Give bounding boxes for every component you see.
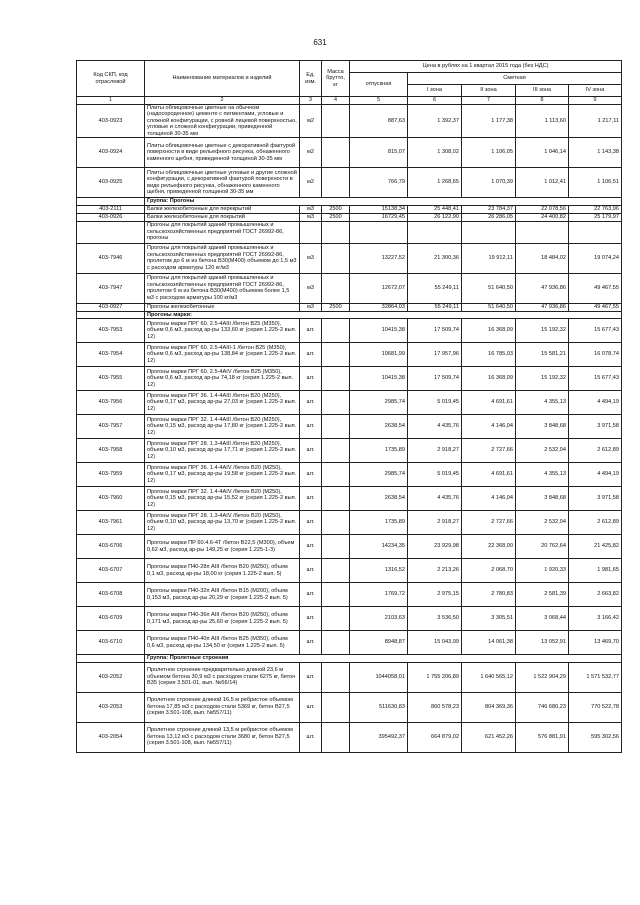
code-cell: 403-0923 — [77, 104, 145, 138]
zone2-price-cell: 4 146,04 — [462, 487, 516, 511]
release-price-cell: 8948,87 — [350, 631, 408, 655]
zone4-price-cell: 15 677,43 — [569, 319, 622, 343]
zone1-price-cell: 1 268,65 — [408, 168, 462, 198]
zone2-price-cell: 22 368,00 — [462, 535, 516, 559]
zone1-price-cell: 26 122,90 — [408, 213, 462, 221]
zone4-price-cell: 4 494,19 — [569, 391, 622, 415]
release-price-cell: 1769,72 — [350, 583, 408, 607]
table-row — [77, 221, 622, 243]
zone3-price-cell: 1 522 904,29 — [516, 662, 569, 692]
zone4-price-cell: 4 494,19 — [569, 463, 622, 487]
code-cell: 403-7959 — [77, 463, 145, 487]
release-price-cell: 2638,54 — [350, 415, 408, 439]
code-cell: 403-6706 — [77, 535, 145, 559]
code-cell: 403-2054 — [77, 722, 145, 752]
zone2-price-cell: 14 061,38 — [462, 631, 516, 655]
mass-header: Масса брутто, кг — [322, 61, 350, 97]
zone3-price-cell: 2 581,39 — [516, 583, 569, 607]
zone2-price-cell: 26 286,05 — [462, 213, 516, 221]
zone3-header: III зона — [516, 85, 569, 97]
code-cell: 403-7955 — [77, 367, 145, 391]
name-cell: Плиты облицовочные цветные с декоративной фактурой поверхности в виде рельефного рисунка, обнаженного каменного щебня, приведенной толщиной 30-35 мм — [145, 138, 300, 168]
name-cell: Прогоны марки ПРГ 60. 2.5-4АIII /бетон В25 (М350), объем 0,6 м3, расход ар-ры 133,60 кг (серия 1.225-2 вып. 12) — [145, 319, 300, 343]
column-number: 5 — [350, 97, 408, 105]
name-cell: Прогоны марки ПРГ 60. 2.5-4АIV /бетон В25 (М350), объем 0,6 м3, расход ар-ры 74,18 кг (серия 1.225-2 вып. 12) — [145, 367, 300, 391]
zone1-price-cell: 15 043,99 — [408, 631, 462, 655]
zone1-price-cell: 3 536,50 — [408, 607, 462, 631]
zone2-price-cell: 1 106,05 — [462, 138, 516, 168]
zone1-price-cell: 1 392,37 — [408, 104, 462, 138]
name-cell: Плиты облицовочные цветные угловые и другие сложной конфигурации, с декоративной фактурой поверхности в виде рельефного рисунка, обнаженного каменного щебня, приведенной толщиной 30-35 мм — [145, 168, 300, 198]
unit-header: Ед. изм. — [300, 61, 322, 97]
zone2-price-cell: 2 780,83 — [462, 583, 516, 607]
mass-cell — [322, 138, 350, 168]
zone4-price-cell: 770 522,78 — [569, 692, 622, 722]
release-price-cell: 2638,54 — [350, 487, 408, 511]
zone2-price-cell: 2 068,70 — [462, 559, 516, 583]
code-cell: 403-2053 — [77, 692, 145, 722]
zone2-price-cell: 51 640,50 — [462, 303, 516, 311]
zone2-price-cell: 804 369,36 — [462, 692, 516, 722]
unit-cell: шт. — [300, 535, 322, 559]
name-cell: Прогоны для покрытий зданий промышленных и сельскохозяйственных предприятий ГОСТ 26992-86, прогоны — [145, 221, 300, 243]
mass-cell — [322, 104, 350, 138]
zone3-price-cell: 2 532,04 — [516, 511, 569, 535]
release-price-cell: 15138,34 — [350, 205, 408, 213]
table-row — [77, 535, 622, 559]
zone2-price-cell — [462, 221, 516, 243]
release-price-cell: 1735,89 — [350, 511, 408, 535]
zone2-price-cell: 1 070,39 — [462, 168, 516, 198]
release-price-cell: 2985,74 — [350, 391, 408, 415]
table-row — [77, 319, 622, 343]
unit-cell: м3 — [300, 243, 322, 273]
zone1-price-cell: 1 308,02 — [408, 138, 462, 168]
name-cell: Балки железобетонные для перекрытий — [145, 205, 300, 213]
release-price-cell: 1044058,01 — [350, 662, 408, 692]
table-row — [77, 607, 622, 631]
zone2-price-cell: 51 640,50 — [462, 273, 516, 303]
unit-cell: шт. — [300, 367, 322, 391]
zone3-price-cell: 4 355,13 — [516, 463, 569, 487]
zone1-price-cell: 21 300,36 — [408, 243, 462, 273]
release-price-cell — [350, 221, 408, 243]
zone4-price-cell: 15 677,43 — [569, 367, 622, 391]
zone2-price-cell: 3 305,51 — [462, 607, 516, 631]
group-title: Группа: Прогоны — [145, 198, 622, 206]
mass-cell — [322, 607, 350, 631]
code-cell — [77, 655, 145, 663]
table-row — [77, 243, 622, 273]
zone3-price-cell — [516, 221, 569, 243]
zone2-header: II зона — [462, 85, 516, 97]
table-row — [77, 511, 622, 535]
unit-cell: шт. — [300, 607, 322, 631]
unit-cell: шт. — [300, 415, 322, 439]
column-number: 6 — [408, 97, 462, 105]
table-row — [77, 213, 622, 221]
code-cell: 403-7956 — [77, 391, 145, 415]
code-cell: 403-7957 — [77, 415, 145, 439]
name-cell: Прогоны марки ПРГ 36. 1.4-4АIV /бетон В20 (М250), объем 0,17 м3, расход ар-ры 19,58 кг (серия 1.225-2 вып. 12) — [145, 463, 300, 487]
zone4-price-cell: 3 971,58 — [569, 415, 622, 439]
zone1-price-cell: 2 918,27 — [408, 439, 462, 463]
table-row — [77, 662, 622, 692]
release-price-cell: 2103,63 — [350, 607, 408, 631]
name-cell: Прогоны для покрытий зданий промышленных и сельскохозяйственных предприятий ГОСТ 26992-86, пролетом до 6 м из бетона В30(М400) объемом до 1,5 м3 с расходом арматуры 120 кг/м3 — [145, 243, 300, 273]
column-number: 1 — [77, 97, 145, 105]
zone1-price-cell: 2 918,27 — [408, 511, 462, 535]
zone1-price-cell: 17 509,74 — [408, 319, 462, 343]
table-row — [77, 367, 622, 391]
zone4-price-cell: 49 467,55 — [569, 303, 622, 311]
unit-cell: шт. — [300, 692, 322, 722]
mass-cell — [322, 692, 350, 722]
zone3-price-cell: 3 848,68 — [516, 415, 569, 439]
name-cell: Прогоны марки ПРГ 36. 1.4-4АIII /бетон В20 (М250), объем 0,17 м3, расход ар-ры 27,03 кг (серия 1.225-2 вып. 12) — [145, 391, 300, 415]
price-table — [76, 60, 622, 753]
price-header: Цена в рублях на 1 квартал 2015 года (без НДС) — [350, 61, 622, 73]
mass-cell: 2500 — [322, 213, 350, 221]
zone4-price-cell: 1 981,65 — [569, 559, 622, 583]
table-row — [77, 722, 622, 752]
table-row — [77, 168, 622, 198]
mass-cell — [322, 463, 350, 487]
zone3-price-cell: 22 078,56 — [516, 205, 569, 213]
zone2-price-cell: 16 368,09 — [462, 367, 516, 391]
name-cell: Прогоны марки П40-28п АIII /бетон В20 (М250), объем 0,1 м3, расход ар-ры 18,00 кг (серия 1.225-2 вып. 5) — [145, 559, 300, 583]
zone3-price-cell: 13 052,91 — [516, 631, 569, 655]
zone3-price-cell: 24 400,82 — [516, 213, 569, 221]
zone2-price-cell: 4 691,61 — [462, 391, 516, 415]
name-cell: Прогоны марки ПРГ 60. 2.5-4АIII-1 /бетон В25 (М350), объем 0,6 м3, расход ар-ры 138,84 кг (серия 1.225-2 вып. 12) — [145, 343, 300, 367]
zone3-price-cell: 47 936,86 — [516, 273, 569, 303]
zone1-price-cell: 664 879,02 — [408, 722, 462, 752]
zone1-price-cell: 2 213,26 — [408, 559, 462, 583]
release-price-cell: 1316,52 — [350, 559, 408, 583]
mass-cell — [322, 722, 350, 752]
unit-cell: шт. — [300, 343, 322, 367]
group-row — [77, 655, 622, 663]
table-row — [77, 487, 622, 511]
name-cell: Пролетное строение длиной 13,5 м ребристое объемом бетона 13,12 м3 с расходом стали 3680 кг, бетон В27,5 (серия 3.501-108, вып. №557/11) — [145, 722, 300, 752]
zone1-price-cell: 4 435,76 — [408, 415, 462, 439]
table-row — [77, 343, 622, 367]
zone1-price-cell: 5 019,45 — [408, 391, 462, 415]
zone4-price-cell: 3 166,42 — [569, 607, 622, 631]
name-cell: Прогоны марки ПРГ 28. 1.3-4АIV /бетон В20 (М250), объем 0,10 м3, расход ар-ры 13,70 кг (серия 1.225-2 вып. 12) — [145, 511, 300, 535]
release-price-cell: 395492,37 — [350, 722, 408, 752]
estimate-price-header: Сметная — [408, 73, 622, 85]
name-cell: Плиты облицовочные цветные на обычном (надосороденное) цементе с пигментами, угловые и сложной конфигурации, с ровной лицевой поверхностью, угловые и сложной конфигурации, приведенной толщиной 30-35 мм — [145, 104, 300, 138]
zone4-price-cell: 1 106,51 — [569, 168, 622, 198]
mass-cell — [322, 583, 350, 607]
mass-cell — [322, 391, 350, 415]
release-price-cell: 32864,03 — [350, 303, 408, 311]
code-cell: 403-7953 — [77, 319, 145, 343]
zone1-price-cell: 23 929,98 — [408, 535, 462, 559]
zone2-price-cell: 2 727,66 — [462, 511, 516, 535]
zone4-header: IV зона — [569, 85, 622, 97]
mass-cell — [322, 319, 350, 343]
table-row — [77, 631, 622, 655]
code-cell: 403-6708 — [77, 583, 145, 607]
unit-cell: шт. — [300, 631, 322, 655]
name-cell: Прогоны марки ПРГ 32. 1.4-4АIV /бетон В20 (М250), объем 0,15 м3, расход ар-ры 15,52 кг (серия 1.225-2 вып. 12) — [145, 487, 300, 511]
group-row — [77, 311, 622, 319]
code-cell: 403-0926 — [77, 213, 145, 221]
zone2-price-cell: 1 177,38 — [462, 104, 516, 138]
code-cell: 403-2052 — [77, 662, 145, 692]
unit-cell — [300, 221, 322, 243]
mass-cell — [322, 343, 350, 367]
zone3-price-cell: 3 848,68 — [516, 487, 569, 511]
name-cell: Пролетное строение длиной 16,5 м ребристое объемом бетона 17,85 м3 с расходом стали 5369 кг, бетон В27,5 (серия 3.501-108, вып. №557/11) — [145, 692, 300, 722]
mass-cell: 2500 — [322, 205, 350, 213]
table-row — [77, 583, 622, 607]
zone1-price-cell: 55 249,11 — [408, 303, 462, 311]
unit-cell: шт. — [300, 463, 322, 487]
release-price-cell: 887,63 — [350, 104, 408, 138]
mass-cell — [322, 535, 350, 559]
zone1-price-cell: 55 249,11 — [408, 273, 462, 303]
zone3-price-cell: 15 581,21 — [516, 343, 569, 367]
name-cell: Прогоны марки П40-40п АIII /бетон В25 (М350), объем 0,6 м3, расход ар-ры 134,50 кг (серия 1.225-2 вып. 5) — [145, 631, 300, 655]
release-price-cell: 12672,07 — [350, 273, 408, 303]
release-price-header: отпускная — [350, 73, 408, 97]
release-price-cell: 16729,45 — [350, 213, 408, 221]
zone4-price-cell: 2 612,89 — [569, 439, 622, 463]
mass-cell — [322, 511, 350, 535]
name-cell: Прогоны марки П40-36п АIII /бетон В20 (М250), объем 0,171 м3, расход ар-ры 25,60 кг (серия 1.225-2 вып. 5) — [145, 607, 300, 631]
zone4-price-cell: 19 074,24 — [569, 243, 622, 273]
zone3-price-cell: 15 192,32 — [516, 319, 569, 343]
group-title: Прогоны марки: — [145, 311, 622, 319]
table-row — [77, 205, 622, 213]
column-number: 3 — [300, 97, 322, 105]
table-body — [77, 104, 622, 752]
code-cell — [77, 311, 145, 319]
zone4-price-cell: 3 971,58 — [569, 487, 622, 511]
mass-cell — [322, 221, 350, 243]
code-cell: 403-7947 — [77, 273, 145, 303]
release-price-cell: 2985,74 — [350, 463, 408, 487]
mass-cell — [322, 367, 350, 391]
zone1-price-cell: 17 957,96 — [408, 343, 462, 367]
mass-cell — [322, 487, 350, 511]
release-price-cell: 10415,38 — [350, 319, 408, 343]
column-number: 8 — [516, 97, 569, 105]
code-cell: 403-2111 — [77, 205, 145, 213]
group-row — [77, 198, 622, 206]
zone3-price-cell: 4 355,13 — [516, 391, 569, 415]
release-price-cell: 10415,38 — [350, 367, 408, 391]
code-cell: 403-0924 — [77, 138, 145, 168]
zone1-header: I зона — [408, 85, 462, 97]
zone4-price-cell: 595 302,56 — [569, 722, 622, 752]
unit-cell: м3 — [300, 273, 322, 303]
zone4-price-cell: 2 663,82 — [569, 583, 622, 607]
unit-cell: м2 — [300, 138, 322, 168]
unit-cell: шт. — [300, 319, 322, 343]
unit-cell: шт. — [300, 391, 322, 415]
release-price-cell: 14234,35 — [350, 535, 408, 559]
unit-cell: м3 — [300, 303, 322, 311]
code-cell: 403-7958 — [77, 439, 145, 463]
zone3-price-cell: 3 068,44 — [516, 607, 569, 631]
name-cell: Прогоны марки ПР 60.4.6-4Т /бетон В22,5 (М300), объем 0,62 м3, расход ар-ры 149,25 кг (серия 1.225-1-3) — [145, 535, 300, 559]
page-number: 631 — [313, 38, 327, 47]
zone4-price-cell: 2 612,89 — [569, 511, 622, 535]
zone3-price-cell: 18 484,02 — [516, 243, 569, 273]
zone3-price-cell: 746 680,23 — [516, 692, 569, 722]
code-cell: 403-6710 — [77, 631, 145, 655]
table-row — [77, 303, 622, 311]
zone4-price-cell: 1 571 532,77 — [569, 662, 622, 692]
zone3-price-cell: 20 762,64 — [516, 535, 569, 559]
zone1-price-cell: 2 975,15 — [408, 583, 462, 607]
zone2-price-cell: 23 784,37 — [462, 205, 516, 213]
mass-cell — [322, 168, 350, 198]
unit-cell: шт. — [300, 559, 322, 583]
name-cell: Прогоны марки ПРГ 32. 1.4-4АIII /бетон В20 (М250), объем 0,15 м3, расход ар-ры 17,80 кг (серия 1.225-2 вып. 12) — [145, 415, 300, 439]
unit-cell: шт. — [300, 511, 322, 535]
table-row — [77, 692, 622, 722]
zone1-price-cell: 17 509,74 — [408, 367, 462, 391]
code-cell: 403-0927 — [77, 303, 145, 311]
zone4-price-cell: 21 425,82 — [569, 535, 622, 559]
name-header: Наименование материалов и изделий — [145, 61, 300, 97]
zone4-price-cell: 49 467,55 — [569, 273, 622, 303]
code-header: Код СКП, код отраслевой — [77, 61, 145, 97]
zone3-price-cell: 1 920,33 — [516, 559, 569, 583]
zone4-price-cell: 1 143,38 — [569, 138, 622, 168]
unit-cell: м3 — [300, 213, 322, 221]
mass-cell — [322, 559, 350, 583]
name-cell: Прогоны для покрытий зданий промышленных и сельскохозяйственных предприятий ГОСТ 26992-86, пролетом 6 м из бетона В30(М400) объемом более 1,5 м3 с расходом арматуры 100 кг/м3 — [145, 273, 300, 303]
zone3-price-cell: 47 936,86 — [516, 303, 569, 311]
release-price-cell: 1735,89 — [350, 439, 408, 463]
release-price-cell: 815,07 — [350, 138, 408, 168]
name-cell: Прогоны железобетонные — [145, 303, 300, 311]
column-number: 4 — [322, 97, 350, 105]
table-row — [77, 104, 622, 138]
code-cell: 403-7946 — [77, 243, 145, 273]
code-cell — [77, 198, 145, 206]
zone2-price-cell: 2 727,66 — [462, 439, 516, 463]
table-row — [77, 559, 622, 583]
code-cell: 403-0925 — [77, 168, 145, 198]
code-cell: 403-7961 — [77, 511, 145, 535]
name-cell: Прогоны марки ПРГ 28. 1.3-4АIII /бетон В20 (М250), объем 0,10 м3, расход ар-ры 17,71 кг (серия 1.225-2 вып. 12) — [145, 439, 300, 463]
zone2-price-cell: 16 785,03 — [462, 343, 516, 367]
zone1-price-cell: 5 019,45 — [408, 463, 462, 487]
zone1-price-cell: 1 755 206,89 — [408, 662, 462, 692]
mass-cell — [322, 662, 350, 692]
zone2-price-cell: 1 640 565,12 — [462, 662, 516, 692]
code-cell: 403-6709 — [77, 607, 145, 631]
unit-cell: шт. — [300, 487, 322, 511]
mass-cell: 2500 — [322, 303, 350, 311]
table-row — [77, 138, 622, 168]
zone1-price-cell: 4 435,76 — [408, 487, 462, 511]
zone4-price-cell: 22 763,96 — [569, 205, 622, 213]
code-cell: 403-7960 — [77, 487, 145, 511]
zone2-price-cell: 621 452,26 — [462, 722, 516, 752]
name-cell: Прогоны марки П40-32п АIII /бетон В15 (М200), объем 0,153 м3, расход ар-ры 20,29 кг (серия 1.225-2 вып. 5) — [145, 583, 300, 607]
group-title: Группа: Пролетные строения — [145, 655, 622, 663]
unit-cell: шт. — [300, 439, 322, 463]
release-price-cell: 13227,52 — [350, 243, 408, 273]
column-number: 2 — [145, 97, 300, 105]
unit-cell: м2 — [300, 104, 322, 138]
zone1-price-cell: 860 578,23 — [408, 692, 462, 722]
table-header — [77, 61, 622, 105]
zone2-price-cell: 16 368,09 — [462, 319, 516, 343]
mass-cell — [322, 273, 350, 303]
zone4-price-cell: 25 179,97 — [569, 213, 622, 221]
zone3-price-cell: 576 881,91 — [516, 722, 569, 752]
release-price-cell: 10681,99 — [350, 343, 408, 367]
table-row — [77, 273, 622, 303]
zone3-price-cell: 2 532,04 — [516, 439, 569, 463]
unit-cell: м2 — [300, 168, 322, 198]
unit-cell: шт. — [300, 583, 322, 607]
zone4-price-cell — [569, 221, 622, 243]
table-row — [77, 415, 622, 439]
zone4-price-cell: 16 078,74 — [569, 343, 622, 367]
name-cell: Пролетное строение предварительно длиной 23,6 м объемом бетона 30,9 м3 с расходом стали 6275 кг, бетон В35 (серия 3.501-01, вып. №56/14) — [145, 662, 300, 692]
zone1-price-cell: 25 448,41 — [408, 205, 462, 213]
unit-cell: шт. — [300, 662, 322, 692]
zone3-price-cell: 1 113,60 — [516, 104, 569, 138]
table-row — [77, 391, 622, 415]
zone2-price-cell: 4 146,04 — [462, 415, 516, 439]
name-cell: Балки железобетонные для покрытий — [145, 213, 300, 221]
column-number: 9 — [569, 97, 622, 105]
release-price-cell: 766,79 — [350, 168, 408, 198]
zone4-price-cell: 13 469,70 — [569, 631, 622, 655]
table-row — [77, 439, 622, 463]
zone3-price-cell: 1 046,14 — [516, 138, 569, 168]
zone1-price-cell — [408, 221, 462, 243]
zone2-price-cell: 19 912,11 — [462, 243, 516, 273]
zone3-price-cell: 1 012,41 — [516, 168, 569, 198]
unit-cell: м3 — [300, 205, 322, 213]
mass-cell — [322, 631, 350, 655]
unit-cell: шт. — [300, 722, 322, 752]
zone2-price-cell: 4 691,61 — [462, 463, 516, 487]
zone3-price-cell: 15 192,32 — [516, 367, 569, 391]
code-cell: 403-6707 — [77, 559, 145, 583]
release-price-cell: 511630,83 — [350, 692, 408, 722]
mass-cell — [322, 243, 350, 273]
mass-cell — [322, 415, 350, 439]
code-cell — [77, 221, 145, 243]
column-number: 7 — [462, 97, 516, 105]
code-cell: 403-7954 — [77, 343, 145, 367]
mass-cell — [322, 439, 350, 463]
table-row — [77, 463, 622, 487]
zone4-price-cell: 1 217,11 — [569, 104, 622, 138]
